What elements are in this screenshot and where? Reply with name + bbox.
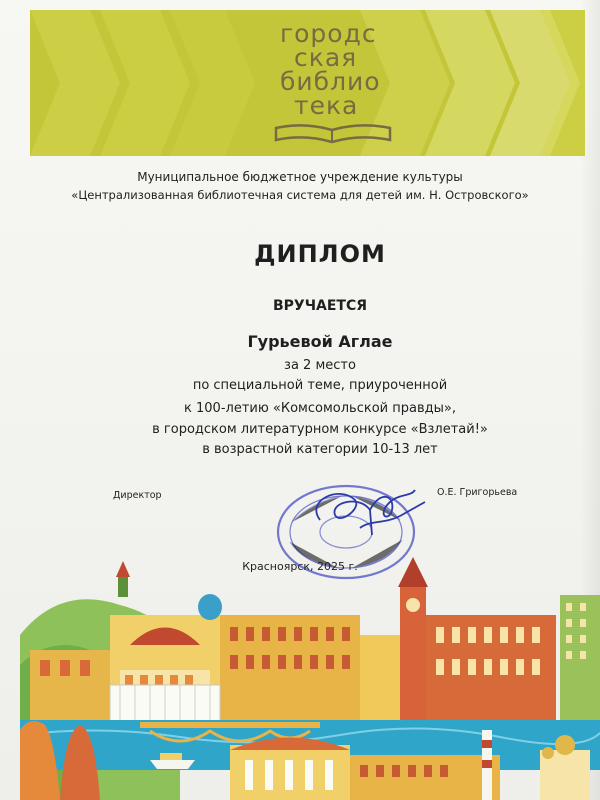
director-label: Директор: [113, 490, 162, 501]
topic-line-2: к 100-летию «Комсомольской правды»,: [184, 401, 456, 416]
organization-line-1: Муниципальное бюджетное учреждение культуры: [137, 170, 463, 184]
awarded-label: ВРУЧАЕТСЯ: [272, 298, 368, 314]
logo-line: ская: [294, 43, 358, 72]
award-place: за 2 место: [284, 358, 356, 373]
city-year: Красноярск, 2025 г.: [242, 560, 358, 573]
recipient-name: Гурьевой Аглае: [247, 332, 393, 351]
logo-line: тека: [294, 91, 359, 120]
header-banner: [30, 10, 585, 156]
age-category-line: в возрастной категории 10-13 лет: [202, 442, 438, 457]
topic-line-1: по специальной теме, приуроченной: [192, 378, 448, 393]
cityscape-illustration: [20, 555, 600, 800]
diploma-title: ДИПЛОМ: [254, 240, 386, 268]
logo-line: городс: [280, 19, 377, 48]
director-name: О.Е. Григорьева: [437, 487, 518, 498]
contest-line: в городском литературном конкурсе «Взлетай!»: [152, 422, 488, 437]
library-logo: [280, 19, 410, 120]
organization-line-2: «Централизованная библиотечная система для детей им. Н. Островского»: [71, 188, 529, 202]
logo-line: библио: [280, 67, 381, 96]
open-book-icon: [274, 122, 394, 144]
director-signature: [300, 480, 430, 550]
